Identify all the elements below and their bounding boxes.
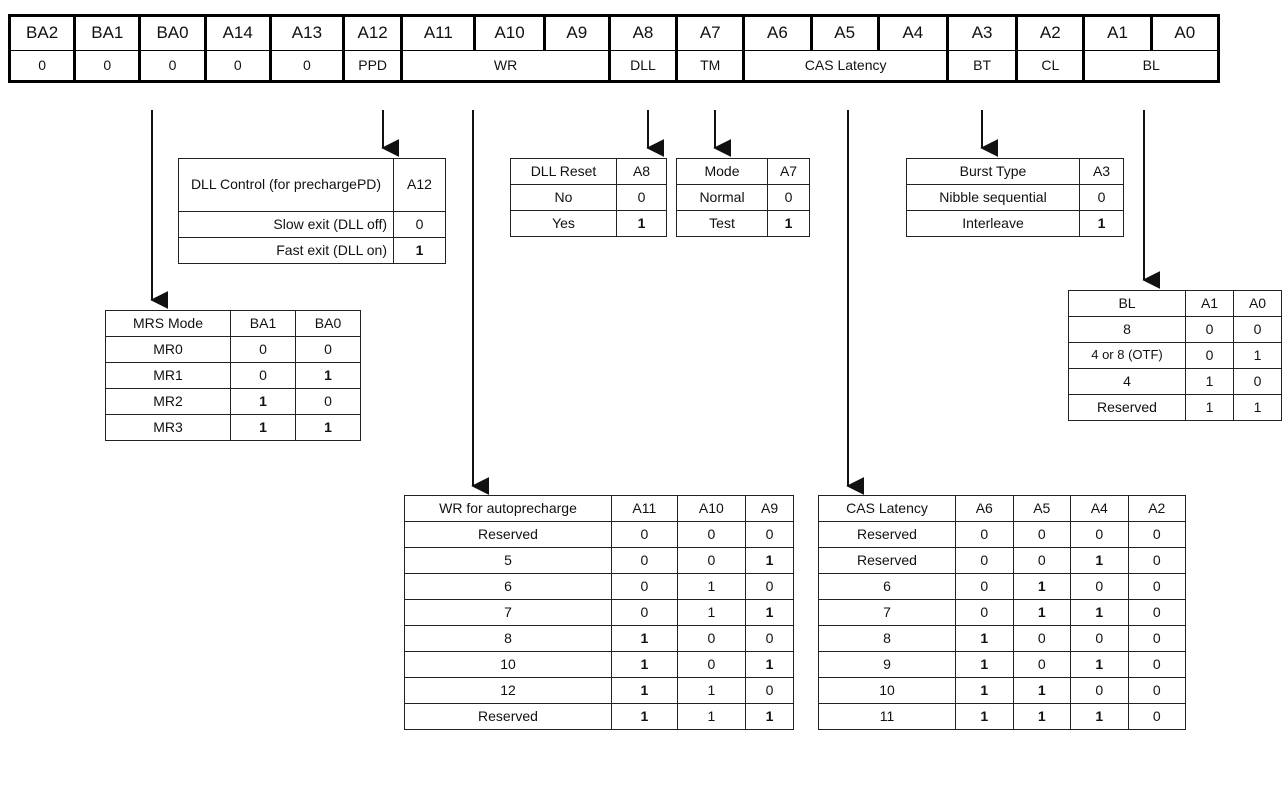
addr-cell: A1	[1084, 16, 1151, 51]
table-cell: 1	[1013, 678, 1071, 704]
table-cell: 0	[231, 363, 296, 389]
wr-header-bit: A9	[746, 496, 794, 522]
table-cell: 0	[956, 522, 1014, 548]
table-cell: 0	[1071, 678, 1129, 704]
burst-type-table	[906, 158, 1124, 237]
dll-control-header-bit: A12	[394, 159, 446, 212]
table-cell: 0	[1071, 574, 1129, 600]
field-ba0: 0	[140, 51, 205, 82]
mode-table	[676, 158, 810, 237]
bl-table	[1068, 290, 1282, 421]
table-cell: Yes	[511, 211, 617, 237]
bl-header-bit: A1	[1186, 291, 1234, 317]
table-cell: 1	[296, 363, 361, 389]
table-cell: 1	[1186, 395, 1234, 421]
table-cell: 0	[677, 548, 745, 574]
table-cell: Reserved	[405, 704, 612, 730]
table-cell: 1	[1071, 600, 1129, 626]
cas-latency-table	[818, 495, 1186, 730]
table-row	[1069, 317, 1282, 343]
table-cell: 11	[819, 704, 956, 730]
table-cell: 6	[819, 574, 956, 600]
table-cell: 0	[677, 652, 745, 678]
table-cell: 1	[746, 600, 794, 626]
table-cell: 8	[1069, 317, 1186, 343]
dll-reset-header-bit: A8	[617, 159, 667, 185]
table-row	[405, 600, 794, 626]
addr-cell: A13	[270, 16, 343, 51]
table-row	[405, 548, 794, 574]
table-cell: 0	[394, 212, 446, 238]
table-cell: 9	[819, 652, 956, 678]
table-cell: Nibble sequential	[907, 185, 1080, 211]
table-row	[179, 212, 446, 238]
addr-cell: A6	[744, 16, 811, 51]
table-cell: 0	[612, 548, 678, 574]
table-cell: 0	[677, 522, 745, 548]
burst-type-header: Burst Type	[907, 159, 1080, 185]
addr-cell: A7	[677, 16, 744, 51]
dll-control-header: DLL Control (for prechargePD)	[179, 159, 394, 212]
table-row	[819, 574, 1186, 600]
mrs-mode-header: MRS Mode	[106, 311, 231, 337]
field-cas-latency: CAS Latency	[744, 51, 948, 82]
table-cell: 0	[1013, 548, 1071, 574]
table-row	[819, 704, 1186, 730]
table-cell: 0	[612, 600, 678, 626]
field-wr: WR	[402, 51, 610, 82]
table-cell: 1	[768, 211, 810, 237]
addr-cell: A10	[475, 16, 544, 51]
table-row	[819, 678, 1186, 704]
table-cell: 1	[1234, 395, 1282, 421]
table-cell: 7	[405, 600, 612, 626]
table-cell: Reserved	[405, 522, 612, 548]
addr-cell: A12	[344, 16, 402, 51]
table-cell: 0	[1128, 678, 1186, 704]
table-cell: 1	[394, 238, 446, 264]
table-cell: 0	[296, 389, 361, 415]
table-cell: 0	[1013, 522, 1071, 548]
table-row	[677, 211, 810, 237]
table-row	[179, 238, 446, 264]
cas-latency-header: CAS Latency	[819, 496, 956, 522]
wr-header: WR for autoprecharge	[405, 496, 612, 522]
table-cell: 8	[405, 626, 612, 652]
table-cell: 1	[1013, 704, 1071, 730]
field-ba1: 0	[75, 51, 140, 82]
addr-cell: A11	[402, 16, 475, 51]
table-cell: 0	[677, 626, 745, 652]
table-row	[511, 211, 667, 237]
table-row	[106, 363, 361, 389]
table-cell: Slow exit (DLL off)	[179, 212, 394, 238]
dll-reset-header: DLL Reset	[511, 159, 617, 185]
dll-control-table	[178, 158, 446, 264]
table-cell: 1	[1013, 574, 1071, 600]
addr-cell: A5	[811, 16, 878, 51]
table-cell: 0	[1128, 522, 1186, 548]
table-cell: 0	[1128, 652, 1186, 678]
table-cell: 0	[231, 337, 296, 363]
mode-header-bit: A7	[768, 159, 810, 185]
field-a14: 0	[205, 51, 270, 82]
mode-header: Mode	[677, 159, 768, 185]
table-row	[819, 626, 1186, 652]
field-a13: 0	[270, 51, 343, 82]
table-cell: Normal	[677, 185, 768, 211]
table-cell: 1	[677, 600, 745, 626]
table-cell: 0	[1128, 704, 1186, 730]
table-cell: 1	[612, 626, 678, 652]
wr-header-bit: A11	[612, 496, 678, 522]
table-row	[677, 185, 810, 211]
table-cell: 0	[1013, 652, 1071, 678]
table-row	[405, 704, 794, 730]
table-row	[405, 522, 794, 548]
table-cell: 0	[1234, 317, 1282, 343]
addr-cell: A4	[878, 16, 947, 51]
table-row	[405, 678, 794, 704]
dll-reset-table	[510, 158, 667, 237]
table-row	[819, 522, 1186, 548]
table-row	[907, 211, 1124, 237]
table-cell: Fast exit (DLL on)	[179, 238, 394, 264]
table-cell: MR1	[106, 363, 231, 389]
table-cell: 1	[677, 704, 745, 730]
addr-cell: A9	[544, 16, 609, 51]
table-row	[106, 389, 361, 415]
table-cell: 10	[819, 678, 956, 704]
table-cell: 0	[1080, 185, 1124, 211]
table-cell: 1	[746, 704, 794, 730]
table-cell: 0	[1013, 626, 1071, 652]
table-cell: 4	[1069, 369, 1186, 395]
table-cell: 12	[405, 678, 612, 704]
table-cell: 0	[1186, 317, 1234, 343]
field-bt: BT	[947, 51, 1016, 82]
table-cell: MR0	[106, 337, 231, 363]
table-cell: 0	[746, 626, 794, 652]
table-row	[511, 185, 667, 211]
wr-autoprecharge-table	[404, 495, 794, 730]
table-row	[819, 652, 1186, 678]
table-cell: 1	[1234, 343, 1282, 369]
table-cell: 0	[1128, 626, 1186, 652]
addr-cell: A2	[1017, 16, 1084, 51]
table-cell: 1	[231, 389, 296, 415]
table-row	[106, 415, 361, 441]
table-cell: 0	[612, 574, 678, 600]
table-cell: 1	[1071, 548, 1129, 574]
table-cell: 1	[1071, 704, 1129, 730]
addr-cell: A14	[205, 16, 270, 51]
table-cell: MR3	[106, 415, 231, 441]
table-cell: 0	[746, 522, 794, 548]
table-cell: 1	[296, 415, 361, 441]
mrs-mode-header-bit: BA1	[231, 311, 296, 337]
table-cell: 0	[768, 185, 810, 211]
table-row	[819, 600, 1186, 626]
cas-latency-header-bit: A5	[1013, 496, 1071, 522]
table-cell: 4 or 8 (OTF)	[1069, 343, 1186, 369]
mrs-mode-header-bit: BA0	[296, 311, 361, 337]
table-cell: MR2	[106, 389, 231, 415]
field-ppd: PPD	[344, 51, 402, 82]
table-cell: 0	[617, 185, 667, 211]
bl-header-bit: A0	[1234, 291, 1282, 317]
table-row	[907, 185, 1124, 211]
table-cell: 0	[956, 600, 1014, 626]
table-cell: 1	[956, 626, 1014, 652]
table-cell: Reserved	[1069, 395, 1186, 421]
table-cell: 0	[1071, 626, 1129, 652]
table-cell: 1	[612, 704, 678, 730]
table-row	[405, 652, 794, 678]
wr-header-bit: A10	[677, 496, 745, 522]
table-row	[819, 548, 1186, 574]
table-cell: Interleave	[907, 211, 1080, 237]
bl-header: BL	[1069, 291, 1186, 317]
table-cell: 1	[956, 704, 1014, 730]
table-cell: 0	[1128, 600, 1186, 626]
table-row	[405, 626, 794, 652]
table-cell: 0	[746, 678, 794, 704]
table-cell: 1	[231, 415, 296, 441]
table-row	[1069, 369, 1282, 395]
addr-cell: A0	[1151, 16, 1218, 51]
field-cl: CL	[1017, 51, 1084, 82]
mrs-mode-table	[105, 310, 361, 441]
table-cell: 1	[612, 678, 678, 704]
addr-cell: A3	[947, 16, 1016, 51]
table-cell: 5	[405, 548, 612, 574]
table-cell: 1	[956, 678, 1014, 704]
table-cell: 1	[746, 652, 794, 678]
table-cell: 1	[1080, 211, 1124, 237]
table-cell: 0	[612, 522, 678, 548]
addr-cell: A8	[609, 16, 676, 51]
table-cell: 1	[956, 652, 1014, 678]
table-cell: Test	[677, 211, 768, 237]
addr-cell: BA1	[75, 16, 140, 51]
table-cell: 0	[956, 574, 1014, 600]
table-cell: 1	[746, 548, 794, 574]
cas-latency-header-bit: A4	[1071, 496, 1129, 522]
table-cell: 0	[1128, 548, 1186, 574]
cas-latency-header-bit: A6	[956, 496, 1014, 522]
table-cell: Reserved	[819, 548, 956, 574]
table-cell: 0	[1234, 369, 1282, 395]
table-row	[106, 337, 361, 363]
table-row	[405, 574, 794, 600]
table-cell: 1	[1186, 369, 1234, 395]
field-ba2: 0	[10, 51, 75, 82]
table-cell: 10	[405, 652, 612, 678]
addr-cell: BA2	[10, 16, 75, 51]
table-cell: No	[511, 185, 617, 211]
table-cell: 0	[296, 337, 361, 363]
burst-type-header-bit: A3	[1080, 159, 1124, 185]
addr-cell: BA0	[140, 16, 205, 51]
table-cell: 6	[405, 574, 612, 600]
field-bl: BL	[1084, 51, 1219, 82]
table-cell: 1	[677, 574, 745, 600]
table-cell: 1	[1013, 600, 1071, 626]
field-dll: DLL	[609, 51, 676, 82]
table-cell: 7	[819, 600, 956, 626]
table-cell: 1	[612, 652, 678, 678]
field-tm: TM	[677, 51, 744, 82]
table-cell: 0	[746, 574, 794, 600]
table-row	[1069, 395, 1282, 421]
table-cell: 0	[1186, 343, 1234, 369]
table-row	[1069, 343, 1282, 369]
table-cell: 0	[1071, 522, 1129, 548]
table-cell: 8	[819, 626, 956, 652]
table-cell: 1	[677, 678, 745, 704]
table-cell: 1	[1071, 652, 1129, 678]
table-cell: 0	[1128, 574, 1186, 600]
table-cell: 1	[617, 211, 667, 237]
table-cell: 0	[956, 548, 1014, 574]
table-cell: Reserved	[819, 522, 956, 548]
cas-latency-header-bit: A2	[1128, 496, 1186, 522]
